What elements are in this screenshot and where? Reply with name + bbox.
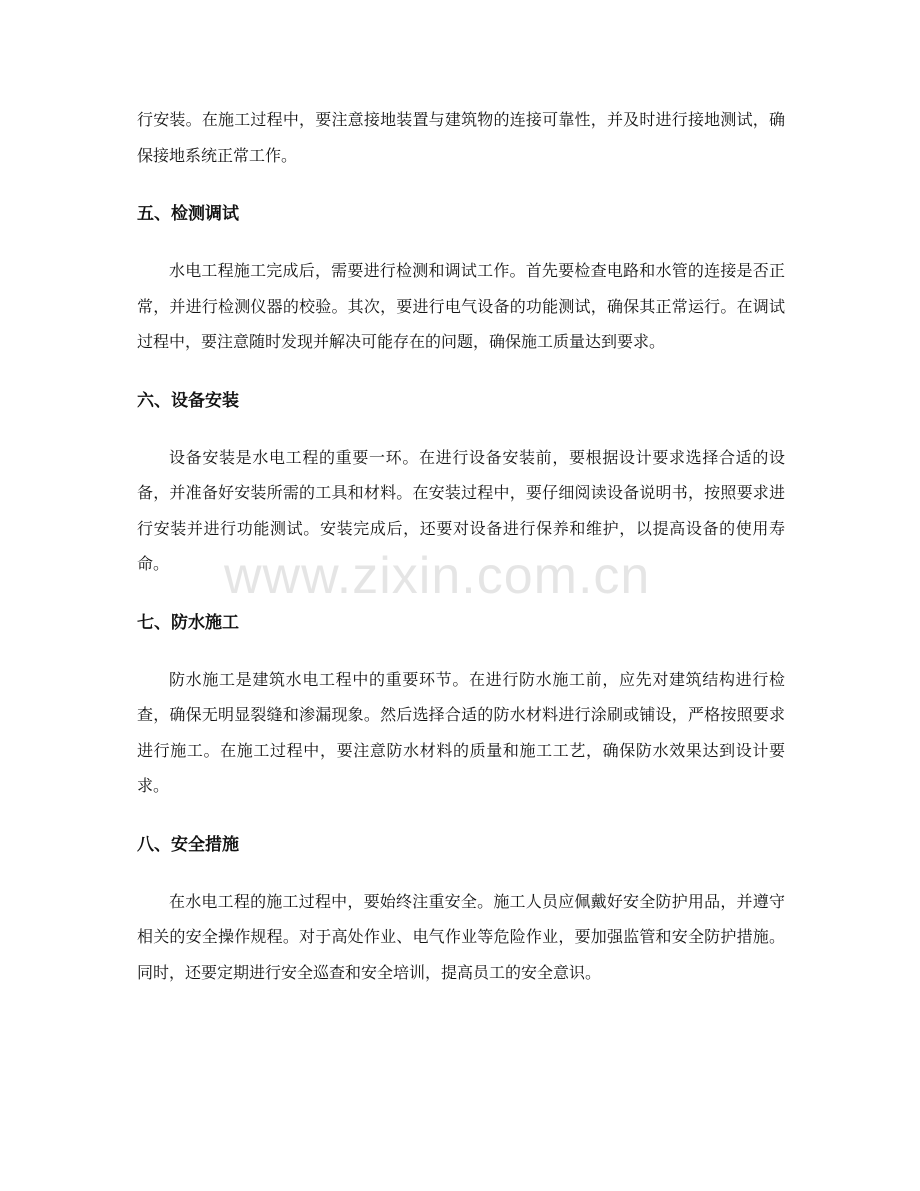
section-heading-5: 五、检测调试 [137,204,239,224]
section-paragraph-5: 水电工程施工完成后，需要进行检测和调试工作。首先要检查电路和水管的连接是否正常，并进行检测仪器的校验。其次，要进行电气设备的功能测试，确保其正常运行。在调试过程中，要注意随时发现并解决可能存在的问题，确保施工质量达到要求。 [137,261,785,351]
document-content [137,102,785,990]
section-paragraph-7: 防水施工是建筑水电工程中的重要环节。在进行防水施工前，应先对建筑结构进行检查，确保无明显裂缝和渗漏现象。然后选择合适的防水材料进行涂刷或铺设，严格按照要求进行施工。在施工过程中，要注意防水材料的质量和施工工艺，确保防水效果达到设计要求。 [137,669,785,795]
section-heading-8: 八、安全措施 [137,834,239,855]
section-heading-7: 七、防水施工 [137,612,239,633]
watermark: www.zixin.com.cn [224,547,651,605]
section-heading-6: 六、设备安装 [137,390,239,411]
section-paragraph-8: 在水电工程的施工过程中，要始终注重安全。施工人员应佩戴好安全防护用品，并遵守相关的安全操作规程。对于高处作业、电气作业等危险作业，要加强监管和安全防护措施。同时，还要定期进行安全巡查和安全培训，提高员工的安全意识。 [137,891,785,982]
intro-paragraph: 行安装。在施工过程中，要注意接地装置与建筑物的连接可靠性，并及时进行接地测试，确保接地系统正常工作。 [137,110,785,165]
section-paragraph-6: 设备安装是水电工程的重要一环。在进行设备安装前，要根据设计要求选择合适的设备，并准备好安装所需的工具和材料。在安装过程中，要仔细阅读设备说明书，按照要求进行安装并进行功能测试。安装完成后，还要对设备进行保养和维护，以提高设备的使用寿命。 [137,447,785,573]
